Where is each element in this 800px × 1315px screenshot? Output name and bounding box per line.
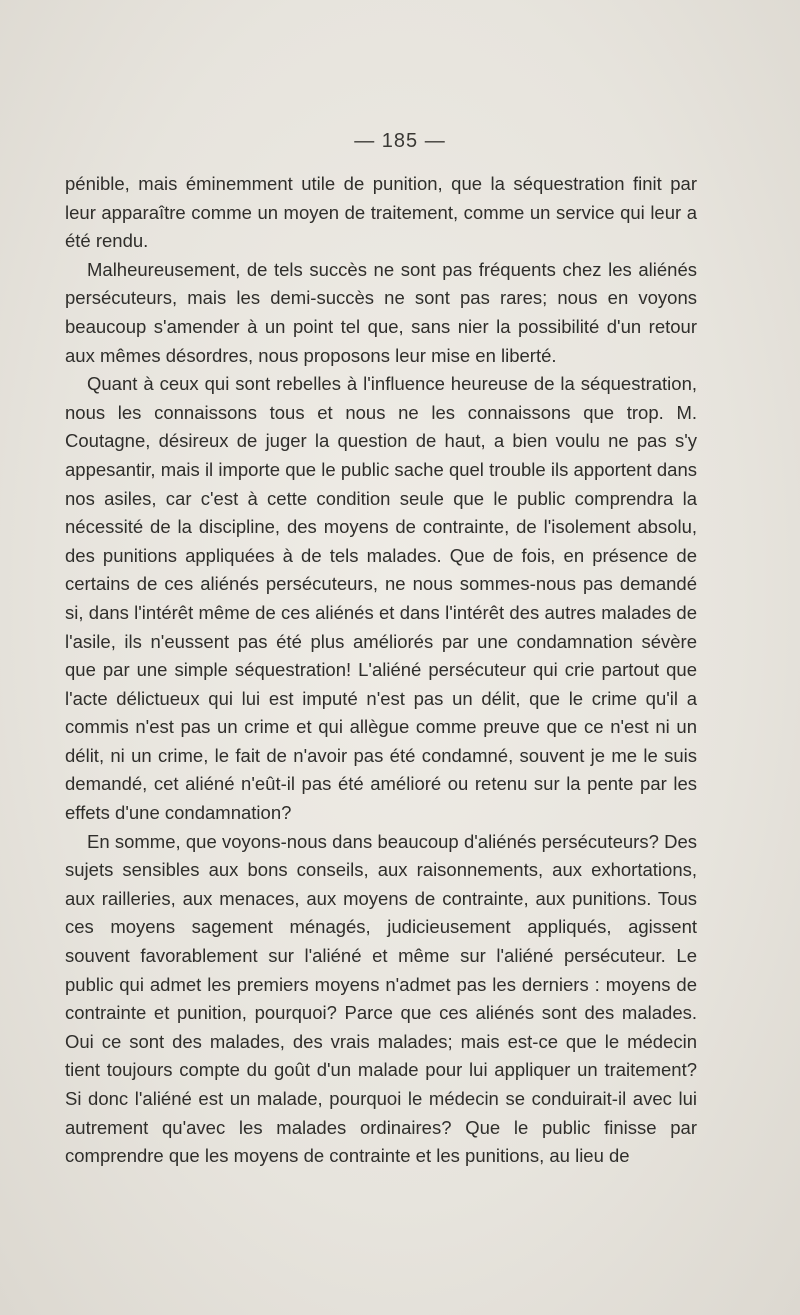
paragraph: pénible, mais éminemment utile de punition, que la séquestration finit par leur apparaître comme un moyen de traitement, comme un service qui leur a été rendu. [65, 173, 697, 252]
body-text [65, 170, 697, 1171]
page-number: — 185 — [354, 130, 446, 152]
paragraph: Malheureusement, de tels succès ne sont pas fréquents chez les aliénés persécuteurs, mais les demi-succès ne sont pas rares; nous en voyons beaucoup s'amender à un point tel que, sans nier la possibilité d'un retour aux mêmes désordres, nous proposons leur mise en liberté. [65, 258, 697, 366]
paragraph: Quant à ceux qui sont rebelles à l'influence heureuse de la séquestration, nous les connaissons tous et nous ne les connaissons que trop. M. Coutagne, désireux de juger la question de haut, a bien voulu ne pas s'y appesantir, mais il importe que le public sache quel trouble ils apportent dans nos asiles, car c'est à cette condition seule que le public comprendra la nécessité de la discipline, des moyens de contrainte, de l'isolement absolu, des punitions appliquées à de tels malades. Que de fois, en présence de certains de ces aliénés persécuteurs, ne nous sommes-nous pas demandé si, dans l'intérêt même de ces aliénés et dans l'intérêt des autres malades de l'asile, ils n'eussent pas été plus améliorés par une condamnation sévère que par une simple séquestration! L'aliéné persécuteur qui crie partout que l'acte délictueux qui lui est imputé n'est pas un délit, que le crime qu'il a commis n'est pas un crime et qui allègue comme preuve que ce n'est ni un délit, ni un crime, le fait de n'avoir pas été condamné, souvent je me le suis demandé, cet aliéné n'eût-il pas été amélioré ou retenu sur la pente par les effets d'une condamnation? [65, 373, 697, 824]
paragraph: En somme, que voyons-nous dans beaucoup d'aliénés persécuteurs? Des sujets sensibles aux bons conseils, aux raisonnements, aux exhortations, aux railleries, aux menaces, aux moyens de contrainte, aux punitions. Tous ces moyens sagement ménagés, judicieusement appliqués, agissent souvent favorablement sur l'aliéné et même sur l'aliéné persécuteur. Le public qui admet les premiers moyens n'admet pas les derniers : moyens de contrainte et punition, pourquoi? Parce que ces aliénés sont des malades. Oui ce sont des malades, des vrais malades; mais est-ce que le médecin tient toujours compte du goût d'un malade pour lui appliquer un traitement? Si donc l'aliéné est un malade, pourquoi le médecin se conduirait-il avec lui autrement qu'avec les malades ordinaires? Que le public finisse par comprendre que les moyens de contrainte et les punitions, au lieu de [65, 830, 697, 1167]
